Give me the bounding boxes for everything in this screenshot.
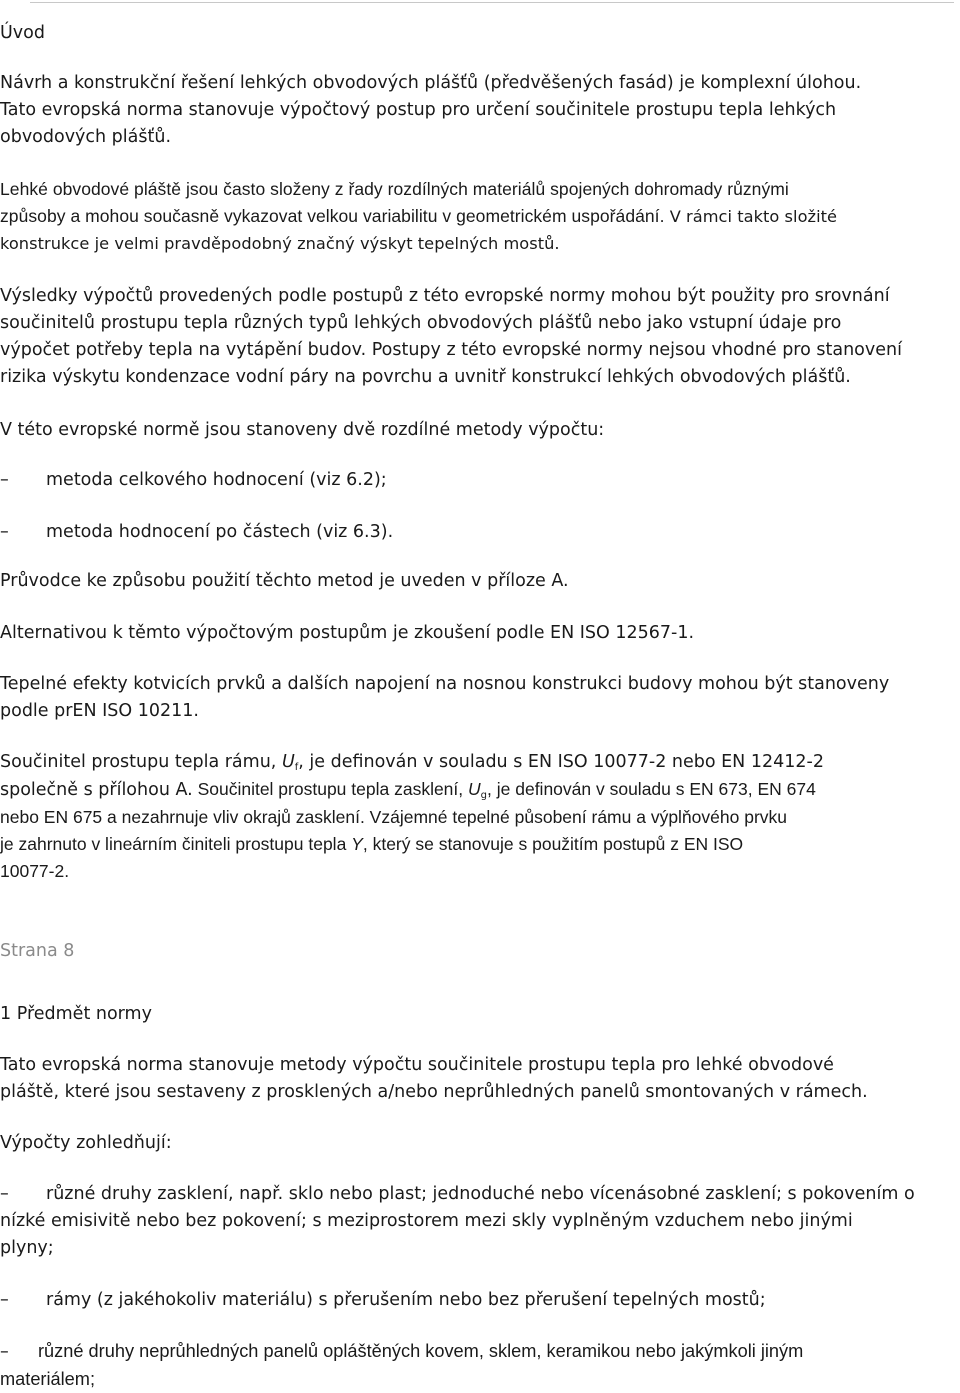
symbol-u: U <box>281 752 295 772</box>
paragraph-line: materiálem; <box>0 1369 96 1389</box>
symbol-y: Y <box>351 834 363 854</box>
paragraph-line: pláště, které jsou sestaveny z prosklených a/nebo neprůhledných panelů smontovaných v rámech. <box>0 1082 868 1102</box>
list-item-text: různé druhy neprůhledných panelů opláštěných kovem, sklem, keramikou nebo jakýmkoli jiným <box>38 1341 804 1361</box>
paragraph-thermal-effects <box>0 671 889 725</box>
paragraph-line: Výsledky výpočtů provedených podle postupů z této evropské normy mohou být použity pro srovnání <box>0 286 890 306</box>
paragraph-line: 10077-2. <box>0 861 70 881</box>
paragraph-fragment: , je definován v souladu s EN ISO 10077-2 nebo EN 12412-2 <box>298 752 824 772</box>
list-item <box>0 1338 803 1393</box>
list-item <box>0 467 387 494</box>
paragraph-line <box>0 831 824 858</box>
paragraph-intro <box>0 70 861 151</box>
paragraph-line: plyny; <box>0 1238 54 1258</box>
list-dash: – <box>0 470 9 490</box>
list-dash: – <box>0 1342 9 1362</box>
paragraph-line: součinitelů prostupu tepla různých typů lehkých obvodových plášťů nebo jako vstupní údaje pro <box>0 313 842 333</box>
list-item <box>0 519 393 546</box>
heading-uvod: Úvod <box>0 23 45 43</box>
paragraph-coefficients <box>0 749 824 885</box>
paragraph-fragment: způsoby a mohou současně vykazovat velkou variabilitu v geometrickém uspořádání. <box>0 206 665 226</box>
paragraph-line: konstrukce je velmi pravděpodobný značný výskyt tepelných mostů. <box>0 234 560 253</box>
subscript-g: g <box>480 790 488 801</box>
paragraph-lightweight <box>0 176 837 257</box>
paragraph-line: Návrh a konstrukční řešení lehkých obvodových plášťů (předvěšených fasád) je komplexní úlohou. <box>0 73 862 93</box>
paragraph-scope <box>0 1052 868 1106</box>
list-item-text: rámy (z jakéhokoliv materiálu) s přerušením nebo bez přerušení tepelných mostů; <box>46 1290 766 1310</box>
paragraph-line: Tepelné efekty kotvicích prvků a dalších napojení na nosnou konstrukci budovy mohou být stanoveny <box>0 674 890 694</box>
list-dash: – <box>0 522 9 542</box>
paragraph-line: nebo EN 675 a nezahrnuje vliv okrajů zasklení. Vzájemné tepelné působení rámu a výplňového prvku <box>0 807 788 827</box>
list-item <box>0 1181 915 1262</box>
paragraph-line: Tato evropská norma stanovuje metody výpočtu součinitele prostupu tepla pro lehké obvodové <box>0 1055 834 1075</box>
subscript-f: f <box>294 762 299 773</box>
paragraph-line <box>0 776 824 804</box>
paragraph-methods: V této evropské normě jsou stanoveny dvě rozdílné metody výpočtu: <box>0 420 605 440</box>
paragraph-line: rizika výskytu kondenzace vodní páry na povrchu a uvnitř konstrukcí lehkých obvodových plášťů. <box>0 367 851 387</box>
paragraph-fragment: výpočet potřeby tepla na vytápění budov. <box>0 340 367 360</box>
list-dash: – <box>0 1290 9 1310</box>
paragraph-fragment: , je definován v souladu s EN 673, EN 674 <box>487 779 816 799</box>
paragraph-line <box>0 203 837 230</box>
paragraph-line <box>0 1181 915 1208</box>
paragraph-fragment: V rámci takto složité <box>664 207 838 226</box>
paragraph-fragment: společně s přílohou A. <box>0 780 193 800</box>
paragraph-fragment: Součinitel prostupu tepla zasklení, <box>192 779 469 799</box>
paragraph-fragment: Postupy z této evropské normy nejsou vhodné pro stanovení <box>366 340 902 360</box>
paragraph-alternative: Alternativou k těmto výpočtovým postupům je zkoušení podle EN ISO 12567-1. <box>0 623 695 643</box>
paragraph-results <box>0 283 902 391</box>
paragraph-line: podle prEN ISO 10211. <box>0 701 199 721</box>
page-label: Strana 8 <box>0 941 75 961</box>
paragraph-fragment: Součinitel prostupu tepla rámu, <box>0 752 282 772</box>
symbol-u: U <box>468 779 481 799</box>
paragraph-line: Lehké obvodové pláště jsou často složeny z řady rozdílných materiálů spojených dohromady různými <box>0 179 789 199</box>
paragraph-line <box>0 1338 803 1366</box>
paragraph-line: obvodových plášťů. <box>0 127 172 147</box>
list-item-text: různé druhy zasklení, např. sklo nebo plast; jednoduché nebo vícenásobné zasklení; s pokovením o <box>46 1184 915 1204</box>
list-item <box>0 1287 766 1314</box>
paragraph-calculations: Výpočty zohledňují: <box>0 1133 172 1153</box>
paragraph-fragment: je zahrnuto v lineárním činiteli prostupu tepla <box>0 834 352 854</box>
top-divider <box>30 2 954 3</box>
paragraph-guide: Průvodce ke způsobu použití těchto metod je uveden v příloze A. <box>0 571 569 591</box>
paragraph-line: nízké emisivitě nebo bez pokovení; s meziprostorem mezi skly vyplněným vzduchem nebo jinými <box>0 1211 853 1231</box>
list-dash: – <box>0 1184 9 1204</box>
paragraph-line <box>0 337 902 364</box>
heading-section-1: 1 Předmět normy <box>0 1004 152 1024</box>
paragraph-fragment: , který se stanovuje s použitím postupů z EN ISO <box>362 834 744 854</box>
paragraph-line <box>0 749 824 776</box>
list-item-text: metoda celkového hodnocení (viz 6.2); <box>46 470 387 490</box>
list-item-text: metoda hodnocení po částech (viz 6.3). <box>46 522 394 542</box>
paragraph-line: Tato evropská norma stanovuje výpočtový postup pro určení součinitele prostupu tepla lehkých <box>0 100 837 120</box>
